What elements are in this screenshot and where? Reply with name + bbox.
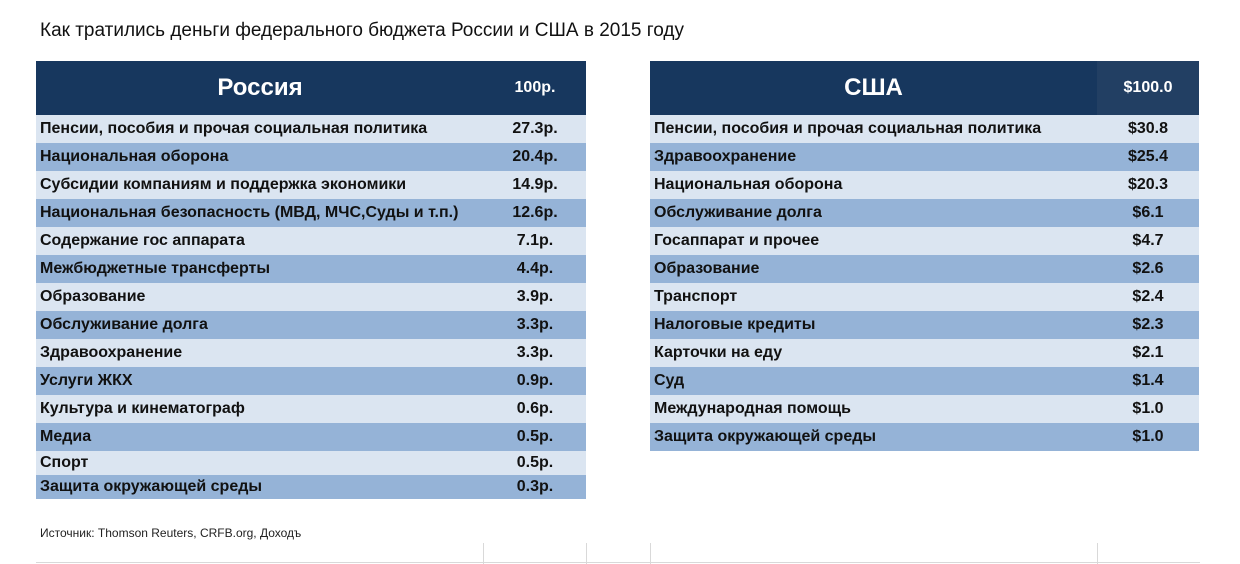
russia-row-category: Содержание гос аппарата bbox=[40, 232, 245, 249]
russia-table-row bbox=[36, 115, 586, 143]
russia-table-row bbox=[36, 423, 586, 451]
russia-row-category: Обслуживание долга bbox=[40, 316, 208, 333]
gridline bbox=[1097, 543, 1098, 564]
usa-row-category: Карточки на еду bbox=[654, 344, 783, 361]
usa-row-category: Пенсии, пособия и прочая социальная политика bbox=[654, 120, 1042, 137]
usa-row-value: $1.4 bbox=[1132, 372, 1164, 389]
usa-table-row bbox=[650, 423, 1199, 451]
gridline bbox=[650, 543, 651, 564]
usa-table-body bbox=[650, 115, 1199, 451]
russia-table-title: Россия bbox=[217, 74, 303, 101]
usa-table-row bbox=[650, 227, 1199, 255]
source-note: Источник: Thomson Reuters, CRFB.org, Доходъ bbox=[40, 526, 302, 540]
usa-row-value: $1.0 bbox=[1132, 400, 1164, 417]
usa-row-category: Налоговые кредиты bbox=[654, 316, 816, 333]
russia-row-category: Защита окружающей среды bbox=[40, 478, 263, 495]
russia-table-body bbox=[36, 115, 586, 499]
usa-row-value: $25.4 bbox=[1127, 148, 1169, 165]
gridline bbox=[586, 543, 587, 564]
russia-table-row bbox=[36, 283, 586, 311]
russia-row-category: Образование bbox=[40, 288, 146, 305]
usa-row-category: Обслуживание долга bbox=[654, 204, 822, 221]
russia-row-category: Культура и кинематограф bbox=[40, 400, 245, 417]
usa-row-category: Национальная оборона bbox=[654, 176, 843, 193]
russia-row-category: Межбюджетные трансферты bbox=[40, 260, 270, 277]
usa-table-row bbox=[650, 339, 1199, 367]
usa-row-value: $6.1 bbox=[1132, 204, 1164, 221]
russia-row-value: 14.9р. bbox=[512, 176, 558, 193]
russia-row-category: Национальная безопасность (МВД, МЧС,Суды и т.п.) bbox=[40, 204, 459, 221]
usa-row-category: Суд bbox=[654, 372, 685, 389]
russia-table-total: 100р. bbox=[514, 79, 556, 96]
russia-row-category: Пенсии, пособия и прочая социальная политика bbox=[40, 120, 428, 137]
russia-row-value: 12.6р. bbox=[512, 204, 558, 221]
russia-row-category: Национальная оборона bbox=[40, 148, 229, 165]
usa-row-value: $2.1 bbox=[1132, 344, 1164, 361]
usa-row-value: $2.3 bbox=[1132, 316, 1164, 333]
russia-table-row bbox=[36, 311, 586, 339]
russia-table-row bbox=[36, 451, 586, 475]
usa-row-value: $4.7 bbox=[1132, 232, 1164, 249]
russia-table-row bbox=[36, 367, 586, 395]
russia-table-row bbox=[36, 227, 586, 255]
russia-row-value: 0.9р. bbox=[516, 372, 554, 389]
russia-row-value: 4.4р. bbox=[516, 260, 554, 277]
usa-table-total: $100.0 bbox=[1097, 61, 1199, 115]
russia-row-value: 0.6р. bbox=[516, 400, 554, 417]
usa-table-row bbox=[650, 395, 1199, 423]
russia-table-row bbox=[36, 171, 586, 199]
usa-row-value: $20.3 bbox=[1127, 176, 1169, 193]
russia-row-category: Субсидии компаниям и поддержка экономики bbox=[40, 176, 407, 193]
usa-row-category: Транспорт bbox=[654, 288, 738, 305]
page-title: Как тратились деньги федерального бюджета России и США в 2015 году bbox=[40, 20, 685, 41]
russia-table-header bbox=[36, 61, 586, 115]
usa-table-row bbox=[650, 199, 1199, 227]
russia-row-value: 0.5р. bbox=[516, 454, 554, 471]
russia-row-value: 3.9р. bbox=[516, 288, 554, 305]
gridline bbox=[36, 562, 1200, 563]
usa-row-category: Госаппарат и прочее bbox=[654, 232, 820, 249]
russia-table bbox=[36, 61, 586, 499]
russia-row-value: 20.4р. bbox=[512, 148, 558, 165]
russia-row-category: Услуги ЖКХ bbox=[40, 372, 133, 389]
russia-row-value: 3.3р. bbox=[516, 316, 554, 333]
usa-row-value: $1.0 bbox=[1132, 428, 1164, 445]
usa-table-title: США bbox=[844, 74, 903, 101]
usa-table-row bbox=[650, 367, 1199, 395]
usa-table-row bbox=[650, 255, 1199, 283]
russia-table-row bbox=[36, 475, 586, 499]
usa-row-value: $2.6 bbox=[1132, 260, 1164, 277]
usa-row-value: $30.8 bbox=[1127, 120, 1169, 137]
russia-row-category: Здравоохранение bbox=[40, 344, 183, 361]
russia-row-value: 7.1р. bbox=[516, 232, 554, 249]
russia-row-value: 27.3р. bbox=[512, 120, 558, 137]
usa-table-row bbox=[650, 143, 1199, 171]
russia-row-value: 3.3р. bbox=[516, 344, 554, 361]
usa-table-row bbox=[650, 283, 1199, 311]
usa-table-row bbox=[650, 171, 1199, 199]
gridline bbox=[483, 543, 484, 564]
usa-row-category: Международная помощь bbox=[654, 400, 851, 417]
russia-row-category: Медиа bbox=[40, 428, 92, 445]
usa-table bbox=[650, 61, 1199, 451]
russia-table-row bbox=[36, 199, 586, 227]
usa-row-category: Образование bbox=[654, 260, 760, 277]
usa-table-header bbox=[650, 61, 1199, 115]
usa-row-category: Здравоохранение bbox=[654, 148, 797, 165]
russia-table-row bbox=[36, 143, 586, 171]
usa-row-value: $2.4 bbox=[1132, 288, 1164, 305]
usa-row-category: Защита окружающей среды bbox=[654, 428, 877, 445]
russia-table-row bbox=[36, 395, 586, 423]
russia-row-category: Спорт bbox=[40, 454, 89, 471]
russia-row-value: 0.5р. bbox=[516, 428, 554, 445]
russia-table-row bbox=[36, 339, 586, 367]
usa-table-row bbox=[650, 115, 1199, 143]
russia-table-row bbox=[36, 255, 586, 283]
russia-row-value: 0.3р. bbox=[516, 478, 554, 495]
usa-table-row bbox=[650, 311, 1199, 339]
